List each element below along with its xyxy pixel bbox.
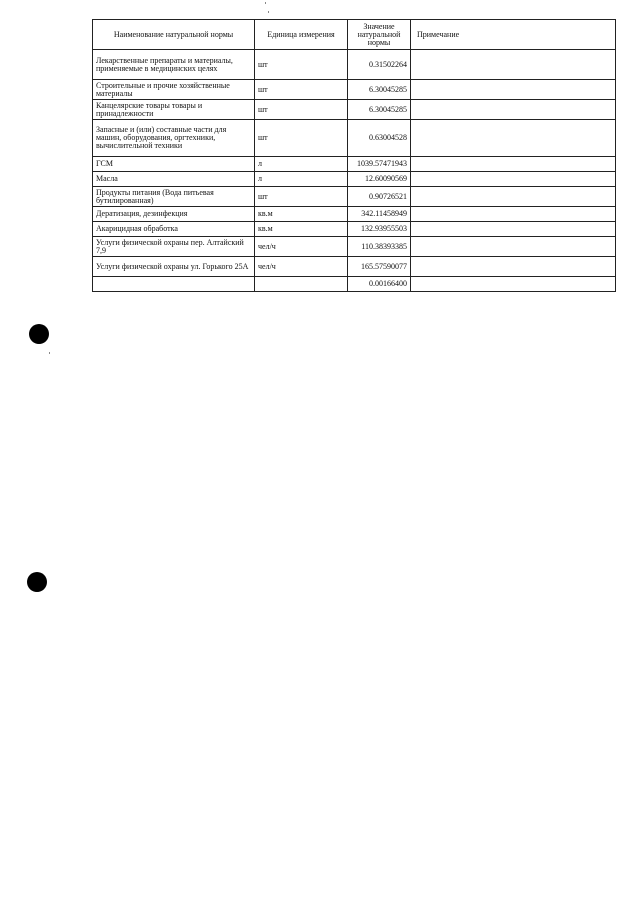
row-name-cell: Строительные и прочие хозяйственные материалы: [93, 80, 255, 100]
row-value-cell: 0.31502264: [348, 50, 411, 80]
table-row: [93, 50, 616, 80]
row-unit-cell: л: [255, 172, 348, 187]
row-name-cell: Услуги физической охраны ул. Горького 25А: [93, 257, 255, 277]
row-value-cell: 6.30045285: [348, 100, 411, 120]
table-row: [93, 100, 616, 120]
row-name-cell: [93, 277, 255, 292]
row-value-cell: 6.30045285: [348, 80, 411, 100]
row-value-cell: 132.93955503: [348, 222, 411, 237]
table-row: [93, 157, 616, 172]
row-unit-cell: чел/ч: [255, 237, 348, 257]
row-name-cell: Масла: [93, 172, 255, 187]
natural-norms-table: [92, 19, 616, 292]
row-value-cell: 0.63004528: [348, 120, 411, 157]
row-name-cell: Лекарственные препараты и материалы, применяемые в медицинских целях: [93, 50, 255, 80]
table-row: [93, 80, 616, 100]
row-name-cell: Канцелярские товары товары и принадлежности: [93, 100, 255, 120]
row-note-cell: [411, 50, 616, 80]
table-row: [93, 257, 616, 277]
row-value-cell: 0.90726521: [348, 187, 411, 207]
row-note-cell: [411, 120, 616, 157]
table-row: [93, 237, 616, 257]
table-row: [93, 277, 616, 292]
row-unit-cell: кв.м: [255, 222, 348, 237]
row-value-cell: 1039.57471943: [348, 157, 411, 172]
row-unit-cell: чел/ч: [255, 257, 348, 277]
row-unit-cell: л: [255, 157, 348, 172]
row-note-cell: [411, 222, 616, 237]
row-value-cell: 342.11458949: [348, 207, 411, 222]
punch-hole-mark: [29, 324, 49, 344]
table-header-row: [93, 20, 616, 50]
row-unit-cell: шт: [255, 187, 348, 207]
row-unit-cell: шт: [255, 100, 348, 120]
row-name-cell: Услуги физической охраны пер. Алтайский 7,9: [93, 237, 255, 257]
row-name-cell: Продукты питания (Вода питьевая бутилированная): [93, 187, 255, 207]
table-row: [93, 172, 616, 187]
scan-speck: [265, 2, 266, 4]
table-row: [93, 187, 616, 207]
row-note-cell: [411, 277, 616, 292]
scan-speck: [268, 11, 269, 13]
row-value-cell: 165.57590077: [348, 257, 411, 277]
row-name-cell: ГСМ: [93, 157, 255, 172]
row-name-cell: Дератизация, дезинфекция: [93, 207, 255, 222]
row-unit-cell: шт: [255, 120, 348, 157]
row-name-cell: Акарицидная обработка: [93, 222, 255, 237]
row-name-cell: Запасные и (или) составные части для машин, оборудования, оргтехники, вычислительной техники: [93, 120, 255, 157]
row-note-cell: [411, 187, 616, 207]
table-row: [93, 222, 616, 237]
header-unit: Единица измерения: [255, 20, 348, 50]
row-note-cell: [411, 207, 616, 222]
table-row: [93, 207, 616, 222]
header-value: Значение натуральной нормы: [348, 20, 411, 50]
row-note-cell: [411, 172, 616, 187]
header-note: Примечание: [411, 20, 616, 50]
row-unit-cell: шт: [255, 80, 348, 100]
row-note-cell: [411, 157, 616, 172]
row-value-cell: 0.00166400: [348, 277, 411, 292]
row-note-cell: [411, 100, 616, 120]
row-unit-cell: шт: [255, 50, 348, 80]
scan-speck: [49, 352, 50, 354]
row-unit-cell: кв.м: [255, 207, 348, 222]
row-unit-cell: [255, 277, 348, 292]
row-value-cell: 12.60090569: [348, 172, 411, 187]
punch-hole-mark: [27, 572, 47, 592]
row-note-cell: [411, 80, 616, 100]
row-note-cell: [411, 257, 616, 277]
header-name: Наименование натуральной нормы: [93, 20, 255, 50]
row-note-cell: [411, 237, 616, 257]
row-value-cell: 110.38393385: [348, 237, 411, 257]
table-row: [93, 120, 616, 157]
